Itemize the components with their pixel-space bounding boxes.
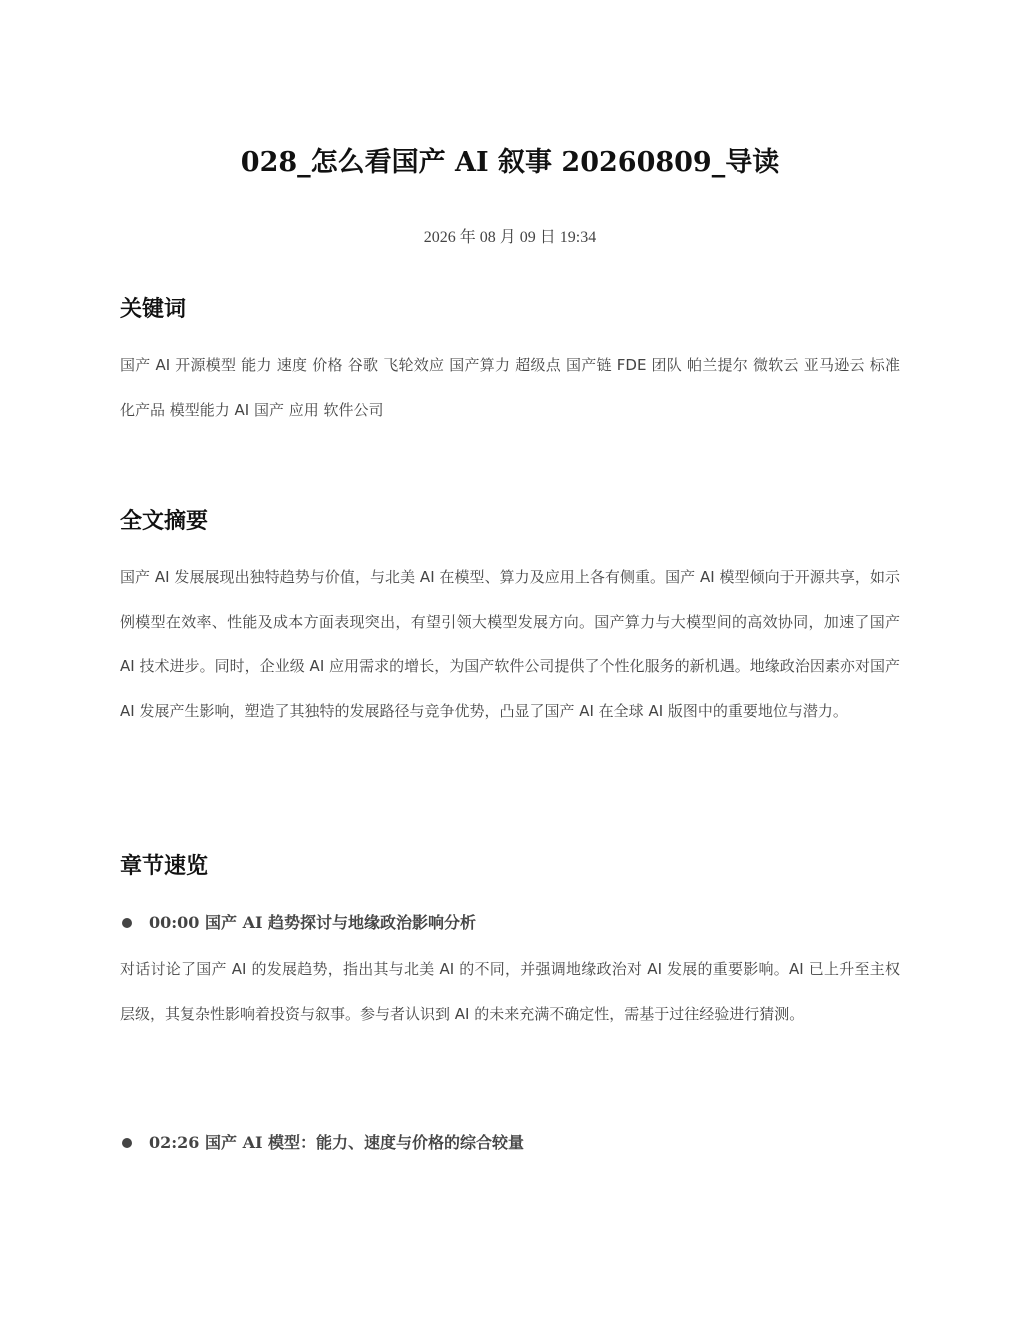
document-date: 2026 年 08 月 09 日 19:34 bbox=[423, 229, 597, 246]
summary-heading: 全文摘要 bbox=[120, 509, 209, 534]
page-title: 028_怎么看国产 AI 叙事 20260809_导读 bbox=[240, 147, 780, 178]
summary-text: 国产 AI 发展展现出独特趋势与价值，与北美 AI 在模型、算力及应用上各有侧重。国产 AI 模型倾向于开源共享，如示例模型在效率、性能及成本方面表现突出，有望引领大模型发展方向。国产算力与大模型间的高效协同，加速了国产 AI 技术进步。同时，企业级 AI 应用需求的增长，为国产软件公司提供了个性化服务的新机遇。地缘政治因素亦对国产 AI 发展产生影响，塑造了其独特的发展路径与竞争优势，凸显了国产 AI 在全球 AI 版图中的重要地位与潜力。 bbox=[120, 568, 900, 720]
chapter-item bbox=[120, 1130, 900, 1156]
keywords-heading: 关键词 bbox=[120, 297, 187, 322]
chapters-heading: 章节速览 bbox=[120, 854, 209, 879]
bullet-icon bbox=[122, 918, 132, 928]
chapter-body: 对话讨论了国产 AI 的发展趋势，指出其与北美 AI 的不同，并强调地缘政治对 AI 发展的重要影响。AI 已上升至主权层级，其复杂性影响着投资与叙事。参与者认识到 AI 的未来充满不确定性，需基于过往经验进行猜测。 bbox=[120, 960, 900, 1023]
chapter-title: 00:00 国产 AI 趋势探讨与地缘政治影响分析 bbox=[149, 913, 477, 932]
keywords-text: 国产 AI 开源模型 能力 速度 价格 谷歌 飞轮效应 国产算力 超级点 国产链 FDE 团队 帕兰提尔 微软云 亚马逊云 标准化产品 模型能力 AI 国产 应用 软件公司 bbox=[120, 356, 900, 419]
chapter-item bbox=[120, 910, 900, 936]
bullet-icon bbox=[122, 1138, 132, 1148]
chapter-title: 02:26 国产 AI 模型：能力、速度与价格的综合较量 bbox=[149, 1133, 525, 1152]
